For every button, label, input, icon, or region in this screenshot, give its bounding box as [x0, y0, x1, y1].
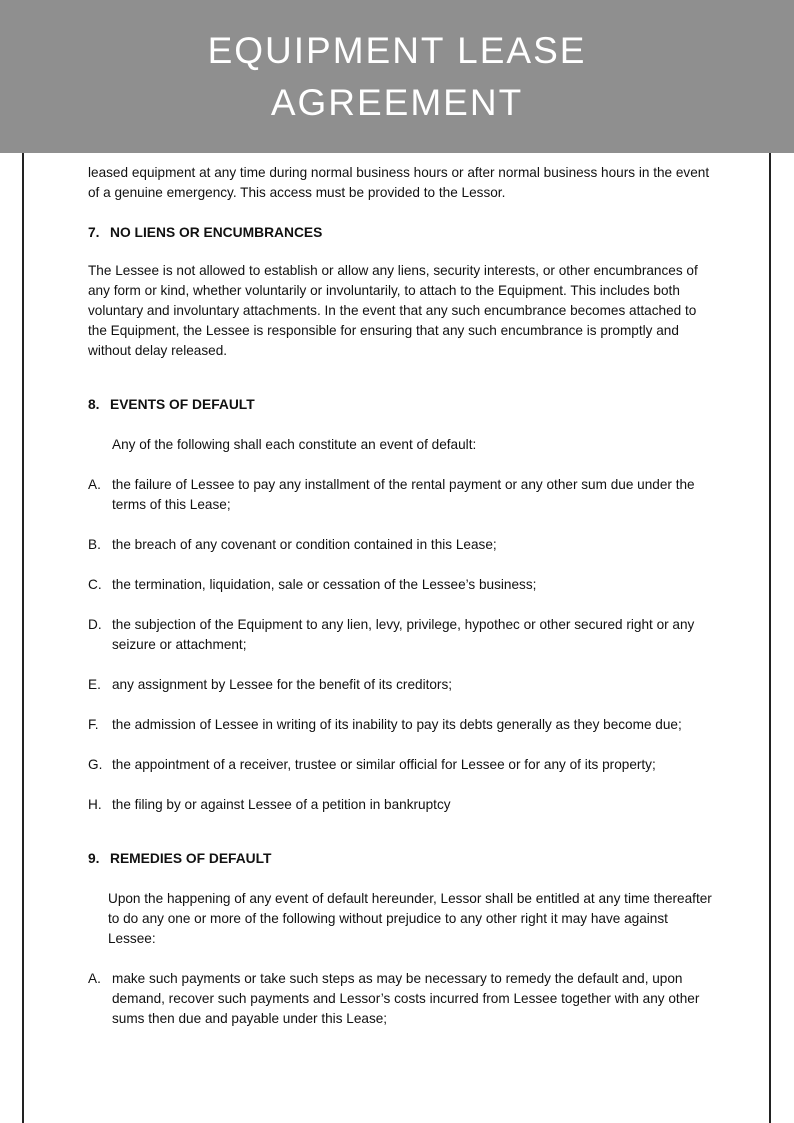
section-title: NO LIENS OR ENCUMBRANCES — [110, 225, 323, 240]
document-title: EQUIPMENT LEASE AGREEMENT — [207, 29, 587, 123]
section-9-heading — [88, 849, 718, 869]
section-8-heading — [88, 395, 718, 415]
list-text: make such payments or take such steps as may be necessary to remedy the default and, upon demand, recover such payments and Lessor’s costs incurred from Lessee together with any other sums then due and payable under this Lease; — [112, 971, 700, 1026]
section-7-heading — [88, 223, 718, 243]
section-7-body: The Lessee is not allowed to establish or allow any liens, security interests, or other encumbrances of any form or kind, whether voluntarily or involuntarily, to attach to the Equipment. This includes both voluntary and involuntary attachments. In the event that any such encumbrance becomes attached to the Equipment, the Lessee is responsible for ensuring that any such encumbrance is promptly and without delay released. — [88, 263, 698, 358]
list-marker: A. — [88, 971, 101, 986]
section-9-lead: Upon the happening of any event of default hereunder, Lessor shall be entitled at any time thereafter to do any one or more of the following without prejudice to any other right it may have against Lessee: — [108, 891, 712, 946]
document-body — [88, 163, 718, 1029]
list-marker: F. — [88, 717, 99, 732]
list-marker: B. — [88, 537, 101, 552]
list-item — [88, 615, 718, 655]
section-number: 9. — [88, 851, 100, 866]
list-marker: H. — [88, 797, 102, 812]
continued-paragraph: leased equipment at any time during normal business hours or after normal business hours in the event of a genuine emergency. This access must be provided to the Lessor. — [88, 165, 710, 200]
list-marker: D. — [88, 617, 102, 632]
list-item — [88, 795, 718, 815]
section-title: EVENTS OF DEFAULT — [110, 397, 255, 412]
list-marker: E. — [88, 677, 101, 692]
list-text: the filing by or against Lessee of a petition in bankruptcy — [112, 797, 451, 812]
list-marker: C. — [88, 577, 102, 592]
page-border-left — [22, 153, 24, 1123]
section-number: 7. — [88, 225, 100, 240]
list-text: the failure of Lessee to pay any installment of the rental payment or any other sum due under the terms of this Lease; — [112, 477, 695, 512]
section-title: REMEDIES OF DEFAULT — [110, 851, 272, 866]
list-text: the appointment of a receiver, trustee or similar official for Lessee or for any of its property; — [112, 757, 656, 772]
list-marker: G. — [88, 757, 103, 772]
list-marker: A. — [88, 477, 101, 492]
list-text: the termination, liquidation, sale or cessation of the Lessee’s business; — [112, 577, 537, 592]
default-events-list — [88, 475, 718, 815]
list-text: any assignment by Lessee for the benefit of its creditors; — [112, 677, 453, 692]
list-item — [88, 969, 718, 1029]
section-number: 8. — [88, 397, 100, 412]
section-8-lead: Any of the following shall each constitute an event of default: — [112, 437, 477, 452]
list-item — [88, 575, 718, 595]
list-item — [88, 475, 718, 515]
list-item — [88, 675, 718, 695]
list-item — [88, 715, 718, 735]
title-banner — [0, 0, 794, 153]
remedies-list — [88, 969, 718, 1029]
list-text: the admission of Lessee in writing of its inability to pay its debts generally as they become due; — [112, 717, 682, 732]
list-item — [88, 755, 718, 775]
page-border-right — [769, 153, 771, 1123]
list-item — [88, 535, 718, 555]
list-text: the breach of any covenant or condition contained in this Lease; — [112, 537, 497, 552]
list-text: the subjection of the Equipment to any lien, levy, privilege, hypothec or other secured right or any seizure or attachment; — [112, 617, 695, 652]
